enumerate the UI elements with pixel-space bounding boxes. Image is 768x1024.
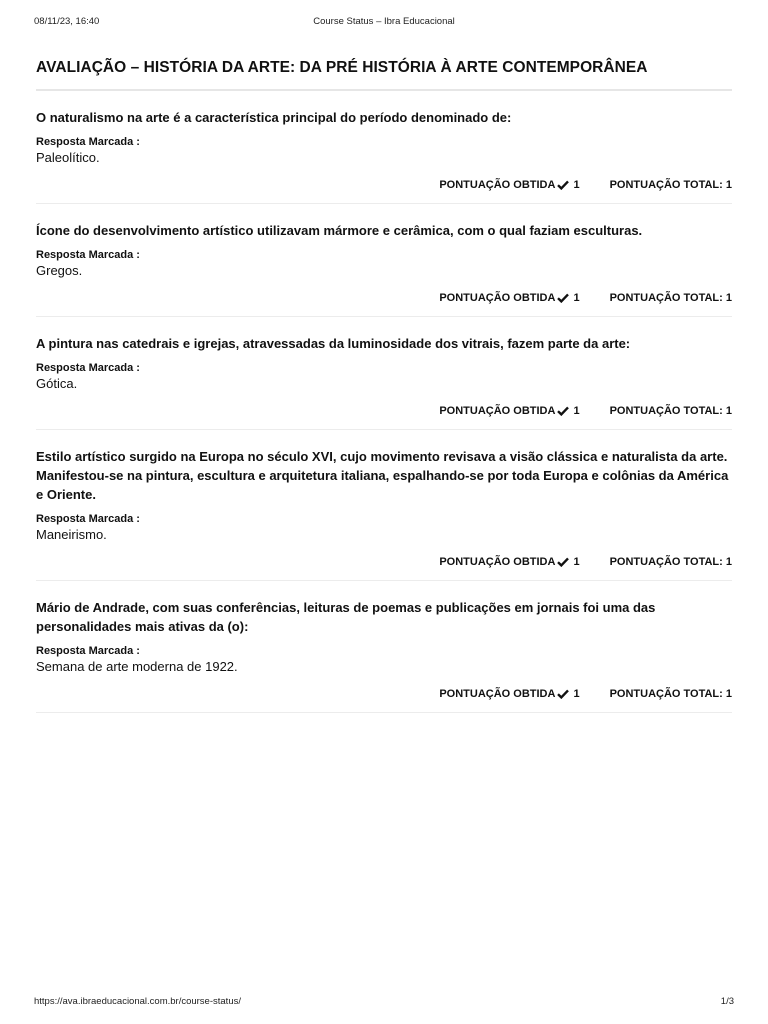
score-obtained-label: PONTUAÇÃO OBTIDA (439, 556, 556, 568)
score-total-label: PONTUAÇÃO TOTAL: (609, 405, 723, 417)
check-icon (557, 293, 569, 303)
score-row (36, 178, 732, 192)
answer-label: Resposta Marcada : (36, 513, 140, 525)
answer-value: Paleolítico. (36, 150, 100, 165)
score-total-value: 1 (725, 405, 732, 417)
score-obtained (439, 405, 579, 417)
check-icon (557, 406, 569, 416)
question-text: O naturalismo na arte é a característica principal do período denominado de: (36, 110, 512, 125)
score-obtained-label: PONTUAÇÃO OBTIDA (439, 688, 556, 700)
score-obtained-value: 1 (573, 405, 580, 417)
answer-label: Resposta Marcada : (36, 249, 140, 261)
answer-label: Resposta Marcada : (36, 362, 140, 374)
page-title: AVALIAÇÃO – HISTÓRIA DA ARTE: DA PRÉ HISTÓRIA À ARTE CONTEMPORÂNEA (36, 59, 732, 91)
score-obtained (439, 179, 579, 191)
course-status-content (36, 59, 732, 713)
question-text: Mário de Andrade, com suas conferências, leituras de poemas e publicações em jornais foi uma das personalidades mais ativas da (o): (36, 600, 656, 634)
score-obtained-value: 1 (573, 292, 580, 304)
print-page-number: 1/3 (720, 996, 734, 1007)
question-block (36, 581, 732, 713)
score-total (610, 556, 732, 568)
score-row (36, 291, 732, 305)
score-total-label: PONTUAÇÃO TOTAL: (609, 179, 723, 191)
score-total (610, 292, 732, 304)
score-total-value: 1 (725, 688, 732, 700)
question-block (36, 317, 732, 430)
question-text: Estilo artístico surgido na Europa no século XVI, cujo movimento revisava a visão clássica e naturalista da arte. Manifestou-se na pintura, escultura e arquitetura italiana, espalhando-se por toda Europa e colônias da América e Oriente. (36, 449, 729, 502)
answer-value: Gregos. (36, 263, 83, 278)
print-url: https://ava.ibraeducacional.com.br/course-status/ (34, 996, 241, 1007)
question-block (36, 91, 732, 204)
score-total (610, 405, 732, 417)
print-header (34, 16, 734, 30)
answer-label: Resposta Marcada : (36, 645, 140, 657)
score-obtained (439, 688, 579, 700)
score-obtained-value: 1 (573, 556, 580, 568)
question-block (36, 430, 732, 581)
answer-value: Gótica. (36, 376, 78, 391)
score-total-label: PONTUAÇÃO TOTAL: (609, 556, 723, 568)
print-page-title: Course Status – Ibra Educacional (313, 16, 455, 27)
score-obtained-value: 1 (573, 179, 580, 191)
print-footer (34, 996, 734, 1010)
answer-value: Semana de arte moderna de 1922. (36, 659, 238, 674)
question-list (36, 91, 732, 713)
score-total-value: 1 (725, 556, 732, 568)
check-icon (557, 557, 569, 567)
answer-value: Maneirismo. (36, 527, 107, 542)
check-icon (557, 689, 569, 699)
question-block (36, 204, 732, 317)
score-obtained (439, 556, 579, 568)
score-obtained-label: PONTUAÇÃO OBTIDA (439, 292, 556, 304)
score-total-label: PONTUAÇÃO TOTAL: (609, 292, 723, 304)
score-obtained-label: PONTUAÇÃO OBTIDA (439, 179, 556, 191)
score-total-label: PONTUAÇÃO TOTAL: (609, 688, 723, 700)
score-row (36, 687, 732, 701)
score-obtained-value: 1 (573, 688, 580, 700)
score-row (36, 404, 732, 418)
question-text: Ícone do desenvolvimento artístico utilizavam mármore e cerâmica, com o qual faziam esculturas. (36, 223, 643, 238)
answer-label: Resposta Marcada : (36, 136, 140, 148)
score-obtained (439, 292, 579, 304)
score-total (610, 688, 732, 700)
question-text: A pintura nas catedrais e igrejas, atravessadas da luminosidade dos vitrais, fazem parte da arte: (36, 336, 631, 351)
score-total-value: 1 (725, 179, 732, 191)
score-row (36, 555, 732, 569)
score-total-value: 1 (725, 292, 732, 304)
score-obtained-label: PONTUAÇÃO OBTIDA (439, 405, 556, 417)
print-datetime: 08/11/23, 16:40 (34, 16, 100, 27)
score-total (610, 179, 732, 191)
check-icon (557, 180, 569, 190)
